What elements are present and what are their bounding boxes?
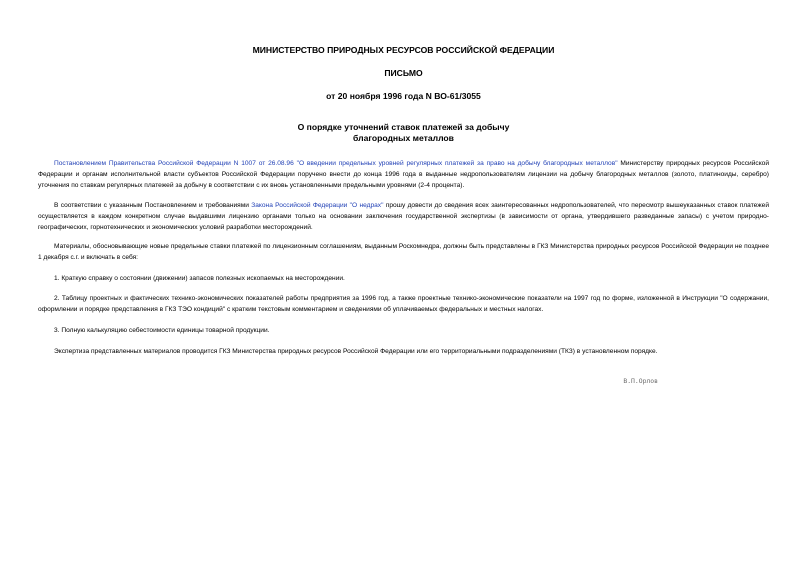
document-type-heading: ПИСЬМО (384, 68, 423, 78)
paragraph-3: Материалы, обосновывающие новые предельные ставки платежей по лицензионным соглашениям, выданным Роскомнедра, должны быть представлены в ГКЗ Министерства природных ресурсов Российской Федерации не позднее 1 декабря с.г. и включать в себя: (38, 243, 769, 262)
paragraph-1-text: Министерству природных ресурсов Российской Федерации и органам исполнительной власти субъектов Российской Федерации поручено внести до конца 1996 года в выданные недропользователям лицензии на добычу благородных металлов (золото, платиноиды, серебро) уточнения по ставкам регулярных платежей за добычу в соответствии с их вновь установленными предельными уровнями (2-4 процента). (38, 160, 770, 190)
subsoil-law-link[interactable]: Закона Российской Федерации "О недрах" (251, 202, 384, 209)
list-item-3: 3. Полную калькуляцию себестоимости единицы товарной продукции. (54, 327, 270, 334)
paragraph-2-after: прошу довести до сведения всех заинтересованных недропользователей, что пересмотр вышеуказанных ставок платежей осуществляется в каждом конкретном случае выдавшими лицензию органами только на основании заключения государственной экспертизы (в зависимости от органа, утвердившего разведанные запасы) с учетом природно-географических, горнотехнических и экономических условий разработки месторождений. (38, 202, 770, 232)
subject-line-2: благородных металлов (353, 133, 454, 143)
ministry-heading: МИНИСТЕРСТВО ПРИРОДНЫХ РЕСУРСОВ РОССИЙСКОЙ ФЕДЕРАЦИИ (252, 45, 555, 55)
paragraph-1 (38, 158, 769, 192)
paragraph-2-before: В соответствии с указанным Постановлением и требованиями (54, 202, 252, 209)
paragraph-2 (38, 200, 769, 234)
government-decree-link[interactable]: Постановлением Правительства Российской Федерации N 1007 от 26.08.96 "О введении предельных уровней регулярных платежей за право на добычу благородных металлов" (54, 160, 618, 167)
signature: В.П.Орлов (623, 377, 658, 385)
list-item-2: 2. Таблицу проектных и фактических технико-экономических показателей работы предприятия за 1996 год, а также проектные технико-экономические показатели на 1997 год по форме, изложенной в Инструкции "О содержании, оформлении и порядке представления в ГКЗ ТЭО кондиций" с кратким текстовым комментарием и сведениями об уплачиваемых федеральных и местных налогах. (38, 295, 769, 314)
list-item-1: 1. Краткую справку о состоянии (движении) запасов полезных ископаемых на месторождении. (54, 275, 345, 282)
paragraph-expertise: Экспертиза представленных материалов проводится ГКЗ Министерства природных ресурсов Российской Федерации или его территориальными подразделениями (ТКЗ) в установленном порядке. (54, 348, 658, 355)
subject-line-1: О порядке уточнений ставок платежей за добычу (297, 122, 510, 132)
date-number-heading: от 20 ноября 1996 года N ВО-61/3055 (326, 91, 481, 101)
subject-heading (38, 122, 769, 144)
